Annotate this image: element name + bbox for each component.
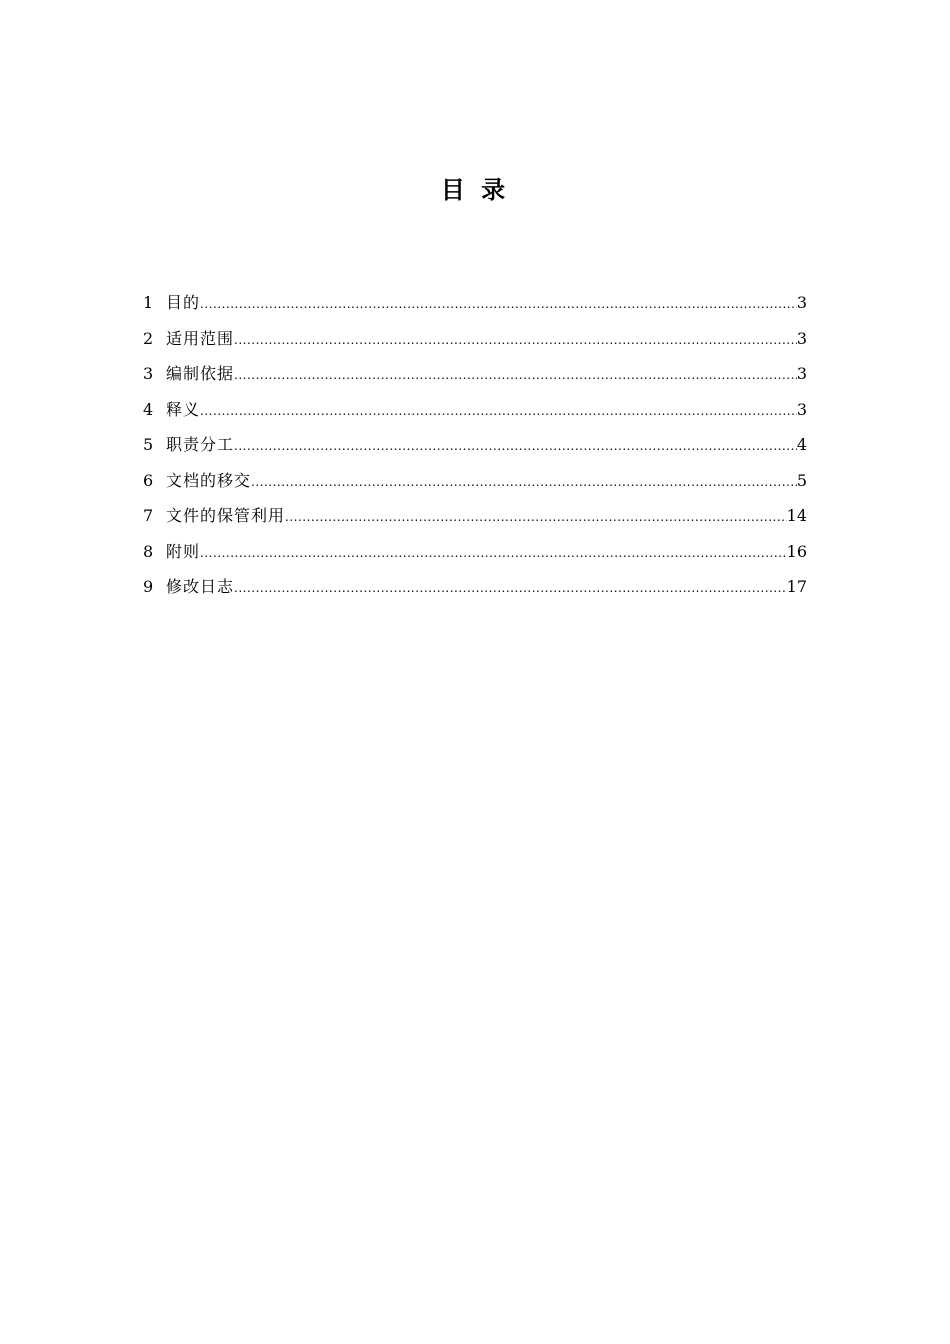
toc-entry[interactable] <box>143 463 807 499</box>
toc-entry[interactable] <box>143 569 807 605</box>
toc-entry[interactable] <box>143 498 807 534</box>
toc-entry-number: 1 <box>143 293 154 312</box>
toc-entry-page: 3 <box>796 364 807 383</box>
toc-dot-leader <box>200 536 787 572</box>
toc-entry-number: 5 <box>143 435 154 454</box>
toc-entry-label: 修改日志 <box>166 577 235 596</box>
toc-entry-label: 释义 <box>166 399 201 419</box>
toc-entry-page: 14 <box>786 506 807 525</box>
toc-entry-page: 3 <box>796 399 807 419</box>
toc-entry-page: 4 <box>796 435 807 454</box>
toc-entry[interactable] <box>143 285 807 321</box>
toc-entry[interactable] <box>143 534 807 570</box>
toc-dot-leader <box>200 287 797 323</box>
toc-entry-page: 17 <box>786 577 807 596</box>
toc-dot-leader <box>200 394 797 430</box>
toc-entry-number: 6 <box>143 470 154 490</box>
toc-entry[interactable] <box>143 321 807 357</box>
toc-entry[interactable] <box>143 392 807 428</box>
toc-entry-number: 9 <box>143 577 154 596</box>
toc-entry[interactable] <box>143 427 807 463</box>
toc-entry-label: 目的 <box>166 293 201 312</box>
toc-entry-label: 编制依据 <box>166 364 235 383</box>
toc-dot-leader <box>234 429 797 465</box>
toc-entry-label: 适用范围 <box>166 328 235 348</box>
toc-entry-number: 7 <box>143 506 154 525</box>
toc-entry-page: 5 <box>796 470 807 490</box>
toc-entry-page: 3 <box>796 293 807 312</box>
toc-dot-leader <box>234 358 797 394</box>
toc-dot-leader <box>251 465 797 501</box>
toc-entry[interactable] <box>143 356 807 392</box>
toc-entry-label: 文件的保管利用 <box>166 506 286 525</box>
toc-entry-label: 附则 <box>166 541 201 561</box>
toc-entry-number: 8 <box>143 541 154 561</box>
table-of-contents <box>143 285 807 605</box>
toc-entry-label: 职责分工 <box>166 435 235 454</box>
toc-dot-leader <box>234 323 797 359</box>
toc-dot-leader <box>234 571 787 607</box>
toc-entry-page: 3 <box>796 328 807 348</box>
toc-entry-label: 文档的移交 <box>166 470 252 490</box>
toc-entry-number: 4 <box>143 399 154 419</box>
toc-dot-leader <box>285 500 787 536</box>
toc-title: 目 录 <box>440 176 510 204</box>
toc-entry-page: 16 <box>786 541 807 561</box>
toc-entry-number: 2 <box>143 328 154 348</box>
toc-entry-number: 3 <box>143 364 154 383</box>
